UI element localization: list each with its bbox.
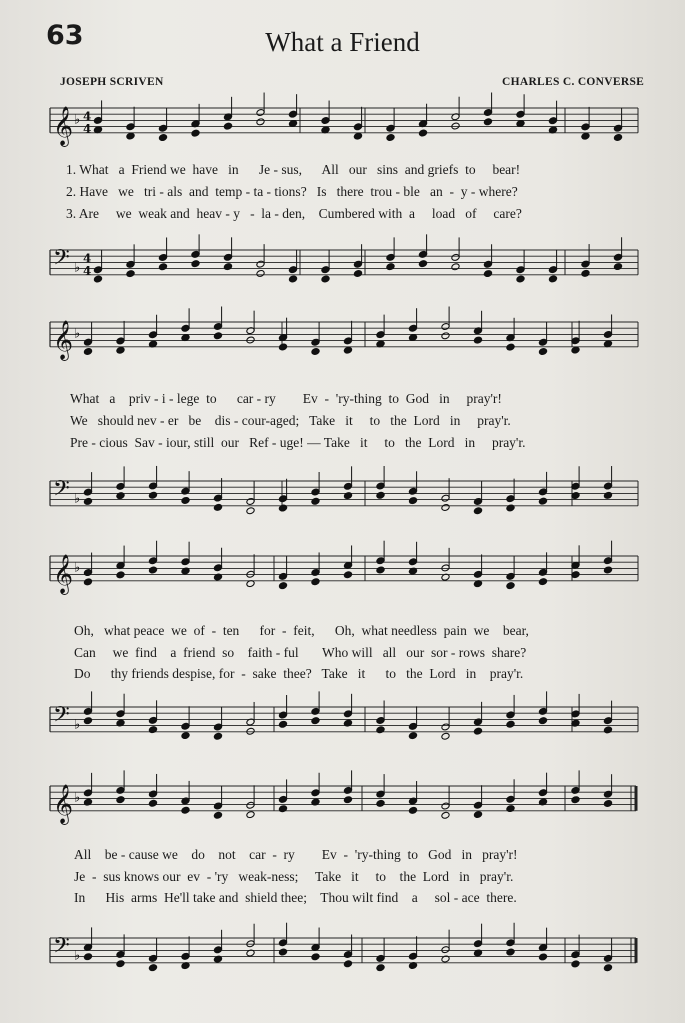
- note-head: [278, 948, 287, 956]
- note-head: [116, 571, 125, 579]
- note-head: [181, 732, 190, 740]
- note-head: [158, 134, 167, 142]
- note-head: [278, 720, 287, 728]
- hymn-title: What a Friend: [265, 27, 420, 57]
- note-head: [321, 275, 330, 283]
- bass-clef-icon: 𝄢: [53, 476, 70, 507]
- note-head: [311, 717, 320, 725]
- note-head: [473, 336, 482, 344]
- note-head: [343, 960, 352, 968]
- flat-icon: ♭: [74, 790, 81, 806]
- note-head: [538, 717, 547, 725]
- note-head: [278, 582, 287, 590]
- note-head: [126, 132, 135, 140]
- note-head: [408, 732, 417, 740]
- note-head: [83, 717, 92, 725]
- note-head: [418, 260, 427, 268]
- note-head: [613, 263, 622, 271]
- note-head: [311, 578, 320, 586]
- time-signature: 4: [83, 109, 92, 124]
- note-head: [278, 343, 287, 351]
- note-head: [181, 497, 190, 505]
- bass-clef-icon: 𝄢: [53, 933, 70, 964]
- note-head: [181, 806, 190, 814]
- flat-icon: ♭: [74, 717, 81, 733]
- note-head: [213, 732, 222, 740]
- note-head: [483, 270, 492, 278]
- note-head: [116, 796, 125, 804]
- note-head: [353, 132, 362, 140]
- note-head: [506, 582, 515, 590]
- flat-icon: ♭: [74, 112, 81, 128]
- note-head: [116, 960, 125, 968]
- note-head: [148, 799, 157, 807]
- lyric-line: What a priv - i - lege to car - ry Ev - 'ry-thing to God in pray'r!: [70, 391, 502, 406]
- note-head: [506, 948, 515, 956]
- note-head: [126, 270, 135, 278]
- note-head: [506, 504, 515, 512]
- note-head: [386, 263, 395, 271]
- note-head: [158, 263, 167, 271]
- note-head: [116, 492, 125, 500]
- note-head: [311, 497, 320, 505]
- note-head: [483, 118, 492, 126]
- bass-clef-icon: 𝄢: [53, 702, 70, 733]
- flat-icon: ♭: [74, 260, 81, 276]
- note-head: [386, 134, 395, 142]
- bass-clef-icon: 𝄢: [53, 245, 70, 276]
- lyric-line: Pre - cious Sav - iour, still our Ref - uge! — Take it to the Lord in pray'r.: [70, 435, 526, 450]
- lyric-line: In His arms He'll take and shield thee; Thou wilt find a sol - ace there.: [74, 890, 517, 905]
- note-head: [256, 270, 265, 278]
- note-head: [353, 270, 362, 278]
- note-head: [93, 275, 102, 283]
- note-head: [408, 806, 417, 814]
- note-head: [506, 343, 515, 351]
- note-head: [451, 263, 460, 271]
- note-head: [246, 727, 255, 735]
- note-head: [506, 720, 515, 728]
- note-head: [516, 275, 525, 283]
- lyric-line: Je - sus knows our ev - 'ry weak-ness; Take it to the Lord in pray'r.: [74, 869, 514, 884]
- note-head: [148, 491, 157, 499]
- note-head: [278, 805, 287, 813]
- lyric-line: All be - cause we do not car - ry Ev - 'ry-thing to God in pray'r!: [74, 847, 518, 862]
- treble-clef-icon: 𝄞: [53, 553, 74, 594]
- note-head: [473, 507, 482, 515]
- note-head: [213, 503, 222, 511]
- flat-icon: ♭: [74, 326, 81, 342]
- hymn-number: 63: [46, 20, 84, 51]
- note-head: [343, 796, 352, 804]
- treble-clef-icon: 𝄞: [53, 783, 74, 824]
- note-head: [571, 796, 580, 804]
- lyric-line: Do thy friends despise, for - sake thee? Take it to the Lord in pray'r.: [74, 666, 524, 681]
- note-head: [603, 726, 612, 734]
- lyric-line: We should nev - er be dis - cour-aged; Take it to the Lord in pray'r.: [70, 413, 511, 428]
- note-head: [581, 132, 590, 140]
- note-head: [376, 491, 385, 499]
- flat-icon: ♭: [74, 948, 81, 964]
- note-head: [603, 566, 612, 574]
- note-head: [441, 732, 450, 740]
- treble-clef-icon: 𝄞: [53, 319, 74, 360]
- note-head: [246, 336, 255, 344]
- note-head: [83, 348, 92, 356]
- note-head: [376, 726, 385, 734]
- note-head: [116, 346, 125, 354]
- note-head: [408, 497, 417, 505]
- note-head: [538, 953, 547, 961]
- flat-icon: ♭: [74, 560, 81, 576]
- note-head: [441, 332, 450, 340]
- note-head: [603, 491, 612, 499]
- note-head: [548, 275, 557, 283]
- note-head: [451, 122, 460, 130]
- note-head: [278, 504, 287, 512]
- note-head: [256, 118, 265, 126]
- time-signature: 4: [83, 121, 92, 136]
- note-head: [148, 566, 157, 574]
- time-signature: 4: [83, 263, 92, 278]
- note-head: [83, 497, 92, 505]
- note-head: [613, 134, 622, 142]
- time-signature: 4: [83, 251, 92, 266]
- note-head: [213, 332, 222, 340]
- note-head: [223, 263, 232, 271]
- note-head: [213, 811, 222, 819]
- note-head: [538, 578, 547, 586]
- note-head: [603, 800, 612, 808]
- note-head: [246, 811, 255, 819]
- lyric-line: 1. What a Friend we have in Je - sus, All our sins and griefs to bear!: [66, 162, 521, 177]
- note-head: [246, 507, 255, 515]
- note-head: [376, 964, 385, 972]
- lyricist: JOSEPH SCRIVEN: [60, 76, 164, 88]
- note-head: [538, 348, 547, 356]
- note-head: [418, 129, 427, 137]
- lyric-line: 3. Are we weak and heav - y - la - den, Cumbered with a load of care?: [66, 206, 522, 221]
- note-head: [376, 799, 385, 807]
- note-head: [538, 497, 547, 505]
- note-head: [581, 269, 590, 277]
- note-head: [223, 122, 232, 130]
- note-head: [473, 727, 482, 735]
- note-head: [441, 504, 450, 512]
- note-head: [603, 964, 612, 972]
- note-head: [311, 953, 320, 961]
- note-head: [571, 960, 580, 968]
- lyric-line: Can we find a friend so faith - ful Who will all our sor - rows share?: [74, 645, 527, 660]
- treble-clef-icon: 𝄞: [53, 105, 74, 146]
- note-head: [83, 953, 92, 961]
- note-head: [473, 811, 482, 819]
- note-head: [191, 260, 200, 268]
- note-head: [288, 275, 297, 283]
- note-head: [148, 964, 157, 972]
- note-head: [506, 805, 515, 813]
- note-head: [441, 811, 450, 819]
- note-head: [571, 346, 580, 354]
- note-head: [376, 566, 385, 574]
- note-head: [83, 578, 92, 586]
- note-head: [191, 129, 200, 137]
- note-head: [343, 346, 352, 354]
- flat-icon: ♭: [74, 491, 81, 507]
- composer: CHARLES C. CONVERSE: [502, 76, 645, 88]
- lyric-line: 2. Have we tri - als and temp - ta - tions? Is there trou - ble an - y - where?: [66, 184, 518, 199]
- note-head: [343, 492, 352, 500]
- note-head: [148, 726, 157, 734]
- lyric-line: Oh, what peace we of - ten for - feit, Oh, what needless pain we bear,: [74, 623, 529, 638]
- note-head: [311, 348, 320, 356]
- note-head: [343, 571, 352, 579]
